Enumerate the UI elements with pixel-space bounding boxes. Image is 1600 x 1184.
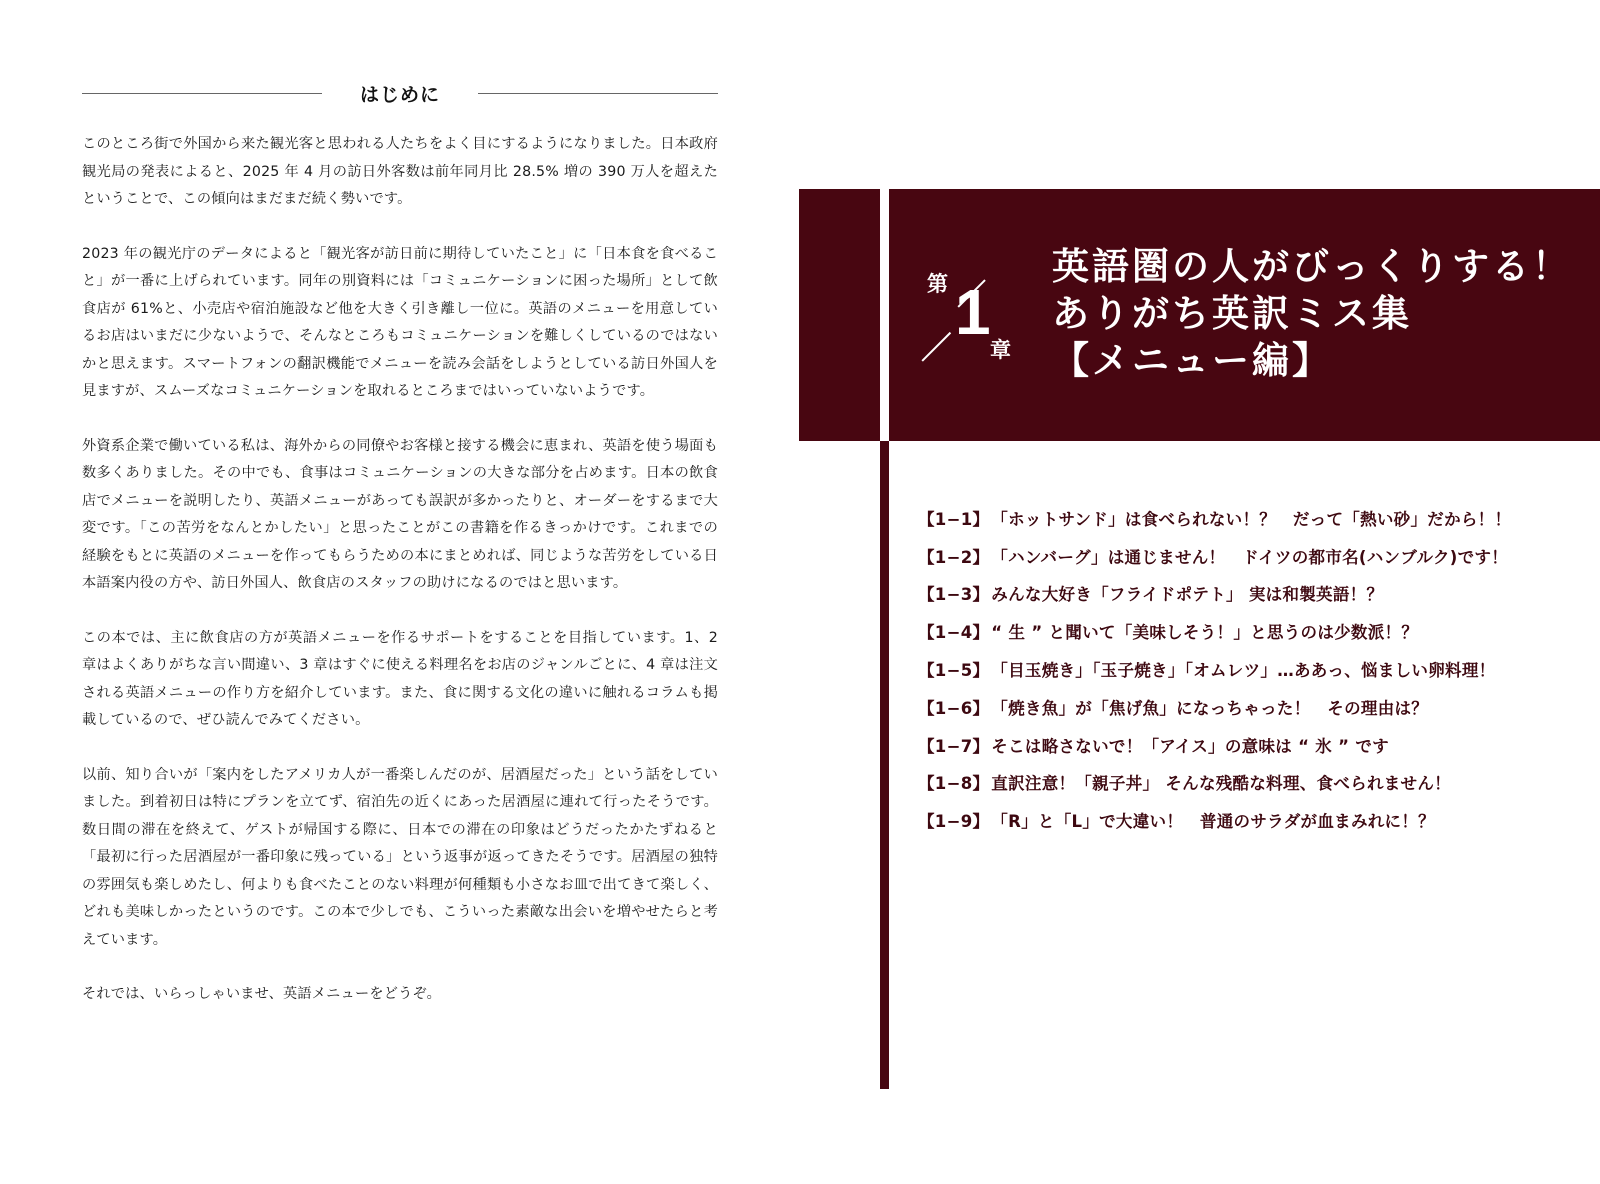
intro-body [82, 131, 718, 1036]
toc-item-number: 【1−1】 [918, 509, 990, 529]
toc-item-text: 「ホットサンド」は食べられない！？ だって「熱い砂」だから！！ [991, 509, 1512, 529]
toc-item-text: みんな大好き「フライドポテト」 実は和製英語！？ [991, 585, 1384, 605]
toc-item[interactable] [918, 801, 1588, 839]
chapter-title [1052, 243, 1592, 384]
toc-item-text: そこは略さないで！「アイス」の意味は “ 氷 ” です [991, 736, 1389, 756]
toc-item-text: 直訳注意！「親子丼」 そんな残酷な料理、食べられません！ [991, 774, 1451, 794]
toc-item-text: 「焼き魚」が「焦げ魚」になっちゃった！ その理由は？ [991, 698, 1429, 718]
toc-item-text: “ 生 ” と聞いて「美味しそう！」と思うのは少数派！？ [991, 623, 1419, 643]
toc-item[interactable] [918, 499, 1588, 537]
heading-rule-right [478, 93, 718, 94]
toc-item[interactable] [918, 650, 1588, 688]
intro-title: はじめに [359, 83, 440, 106]
chapter-suffix: 章 [990, 338, 1011, 362]
toc-item-number: 【1−9】 [918, 812, 990, 832]
intro-paragraph-3: 外資系企業で働いている私は、海外からの同僚やお客様と接する機会に恵まれ、英語を使う場面も数多くありました。その中でも、食事はコミュニケーションの大きな部分を占めます。日本の飲食店でメニューを説明したり、英語メニューがあっても誤訳が多かったりと、オーダーをするまで大変です。「この苦労をなんとかしたい」と思ったことがこの書籍を作るきっかけです。これまでの経験をもとに英語のメニューを作ってもらうための本にまとめれば、同じような苦労をしている日本語案内役の方や、訪日外国人、飲食店のスタッフの助けになるのではと思います。 [82, 437, 718, 591]
toc-item[interactable] [918, 612, 1588, 650]
chapter-title-line-2: ありがち英訳ミス集 [1052, 292, 1412, 335]
toc-item-number: 【1−7】 [918, 736, 990, 756]
table-of-contents [918, 499, 1588, 839]
chapter-prefix: 第 [927, 272, 948, 296]
slash-decoration-lower [921, 332, 950, 361]
intro-paragraph-6: それでは、いらっしゃいませ、英語メニューをどうぞ。 [82, 986, 441, 1002]
intro-paragraph-1: このところ街で外国から来た観光客と思われる人たちをよく目にするようになりました。日本政府観光局の発表によると、2025 年 4 月の訪日外客数は前年同月比 28.5% 増の 390 万人を超えたということで、この傾向はまだまだ続く勢いです。 [82, 136, 718, 207]
chapter-title-line-1: 英語圏の人がびっくりする！ [1052, 245, 1572, 288]
toc-item-number: 【1−3】 [918, 585, 990, 605]
chapter-number: 1 [955, 276, 991, 348]
intro-paragraph-4: この本では、主に飲食店の方が英語メニューを作るサポートをすることを目指しています。1、2 章はよくありがちな言い間違い、3 章はすぐに使える料理名をお店のジャンルごとに、4 章は注文される英語メニューの作り方を紹介しています。また、食に関する文化の違いに触れるコラムも掲載しているので、ぜひ読んでみてください。 [82, 629, 718, 728]
toc-item-text: 「R」と「L」で大違い！ 普通のサラダが血まみれに！？ [991, 812, 1435, 832]
toc-item-text: 「目玉焼き」「玉子焼き」「オムレツ」…ああっ、悩ましい卵料理！ [991, 661, 1496, 681]
toc-item-text: 「ハンバーグ」は通じません！ ドイツの都市名(ハンブルク)です！ [991, 547, 1509, 567]
toc-item[interactable] [918, 575, 1588, 613]
intro-paragraph-2: 2023 年の観光庁のデータによると「観光客が訪日前に期待していたこと」に「日本食を食べること」が一番に上げられています。同年の別資料には「コミュニケーションに困った場所」として飲食店が 61%と、小売店や宿泊施設など他を大きく引き離し一位に。英語のメニューを用意しているお店はいまだに少ないようで、そんなところもコミュニケーションを難しくしているのではないかと思えます。スマートフォンの翻訳機能でメニューを読み会話をしようとしている訪日外国人を見ますが、スムーズなコミュニケーションを取れるところまではいっていないようです。 [82, 245, 718, 399]
intro-paragraph-5: 以前、知り合いが「案内をしたアメリカ人が一番楽しんだのが、居酒屋だった」という話をしていました。到着初日は特にプランを立てず、宿泊先の近くにあった居酒屋に連れて行ったそうです。数日間の滞在を終えて、ゲストが帰国する際に、日本での滞在の印象はどうだったかたずねると「最初に行った居酒屋が一番印象に残っている」という返事が返ってきたそうです。居酒屋の独特の雰囲気も楽しめたし、何よりも食べたことのない料理が何種類も小さなお皿で出てきて楽しく、どれも美味しかったというのです。この本で少しでも、こういった素敵な出会いを増やせたらと考えています。 [82, 766, 718, 948]
toc-item[interactable] [918, 726, 1588, 764]
toc-item[interactable] [918, 688, 1588, 726]
toc-item[interactable] [918, 537, 1588, 575]
toc-item-number: 【1−4】 [918, 623, 990, 643]
toc-item-number: 【1−6】 [918, 698, 990, 718]
heading-rule-left [82, 93, 322, 94]
toc-item-number: 【1−2】 [918, 547, 990, 567]
chapter-number-mark [922, 262, 1012, 362]
chapter-title-line-3: 【メニュー編】 [1052, 339, 1332, 382]
toc-item-number: 【1−5】 [918, 661, 990, 681]
band-gap [880, 189, 889, 441]
toc-item[interactable] [918, 764, 1588, 802]
toc-item-number: 【1−8】 [918, 774, 990, 794]
intro-heading [82, 78, 718, 108]
chapter-vertical-bar [880, 441, 889, 1089]
